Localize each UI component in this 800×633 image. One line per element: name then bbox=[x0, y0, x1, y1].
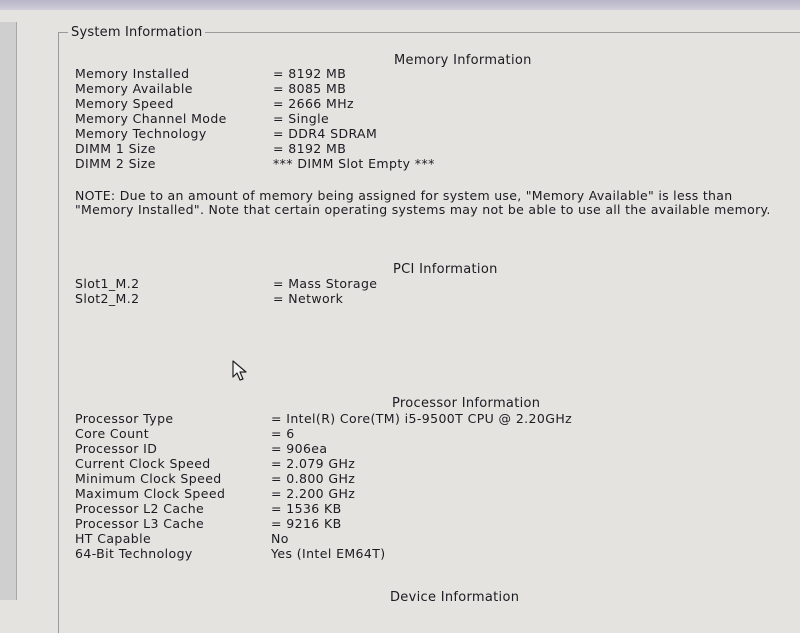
pci-information-header: PCI Information bbox=[393, 262, 498, 277]
dimm1-size-value: = 8192 MB bbox=[273, 141, 347, 156]
processor-id-label: Processor ID bbox=[75, 441, 158, 456]
memory-note: NOTE: Due to an amount of memory being assigned for system use, "Memory Available" is less than "Memory Installed". Note that certain operating systems may not be able to use all the available memory. bbox=[75, 188, 771, 217]
memory-speed-label: Memory Speed bbox=[75, 96, 174, 111]
maximum-clock-speed-value: = 2.200 GHz bbox=[271, 486, 356, 501]
ht-capable-value: No bbox=[271, 531, 289, 546]
memory-channel-mode-value: = Single bbox=[273, 111, 330, 126]
left-panel-edge bbox=[0, 22, 17, 600]
dimm2-size-label: DIMM 2 Size bbox=[75, 156, 156, 171]
memory-technology-label: Memory Technology bbox=[75, 126, 207, 141]
processor-type-value: = Intel(R) Core(TM) i5-9500T CPU @ 2.20GHz bbox=[271, 411, 573, 426]
64bit-technology-label: 64-Bit Technology bbox=[75, 546, 193, 561]
dimm1-size-label: DIMM 1 Size bbox=[75, 141, 156, 156]
current-clock-speed-value: = 2.079 GHz bbox=[271, 456, 356, 471]
processor-type-label: Processor Type bbox=[75, 411, 174, 426]
memory-speed-value: = 2666 MHz bbox=[273, 96, 354, 111]
l2-cache-label: Processor L2 Cache bbox=[75, 501, 205, 516]
l3-cache-value: = 9216 KB bbox=[271, 516, 342, 531]
current-clock-speed-label: Current Clock Speed bbox=[75, 456, 211, 471]
slot1-value: = Mass Storage bbox=[273, 276, 378, 291]
slot1-label: Slot1_M.2 bbox=[75, 276, 140, 291]
minimum-clock-speed-label: Minimum Clock Speed bbox=[75, 471, 222, 486]
memory-technology-value: = DDR4 SDRAM bbox=[273, 126, 378, 141]
mouse-pointer-icon bbox=[232, 360, 250, 386]
processor-id-value: = 906ea bbox=[271, 441, 328, 456]
minimum-clock-speed-value: = 0.800 GHz bbox=[271, 471, 356, 486]
slot2-value: = Network bbox=[273, 291, 344, 306]
group-title: System Information bbox=[68, 25, 205, 40]
processor-information-header: Processor Information bbox=[392, 396, 541, 411]
ht-capable-label: HT Capable bbox=[75, 531, 152, 546]
memory-installed-label: Memory Installed bbox=[75, 66, 190, 81]
maximum-clock-speed-label: Maximum Clock Speed bbox=[75, 486, 226, 501]
window-top-bar bbox=[0, 0, 800, 10]
core-count-label: Core Count bbox=[75, 426, 150, 441]
memory-channel-mode-label: Memory Channel Mode bbox=[75, 111, 227, 126]
memory-installed-value: = 8192 MB bbox=[273, 66, 347, 81]
l2-cache-value: = 1536 KB bbox=[271, 501, 342, 516]
memory-available-label: Memory Available bbox=[75, 81, 193, 96]
64bit-technology-value: Yes (Intel EM64T) bbox=[271, 546, 386, 561]
slot2-label: Slot2_M.2 bbox=[75, 291, 140, 306]
memory-available-value: = 8085 MB bbox=[273, 81, 347, 96]
dimm2-size-value: *** DIMM Slot Empty *** bbox=[273, 156, 435, 171]
l3-cache-label: Processor L3 Cache bbox=[75, 516, 205, 531]
device-information-header: Device Information bbox=[390, 590, 520, 605]
memory-information-header: Memory Information bbox=[394, 53, 532, 68]
core-count-value: = 6 bbox=[271, 426, 295, 441]
